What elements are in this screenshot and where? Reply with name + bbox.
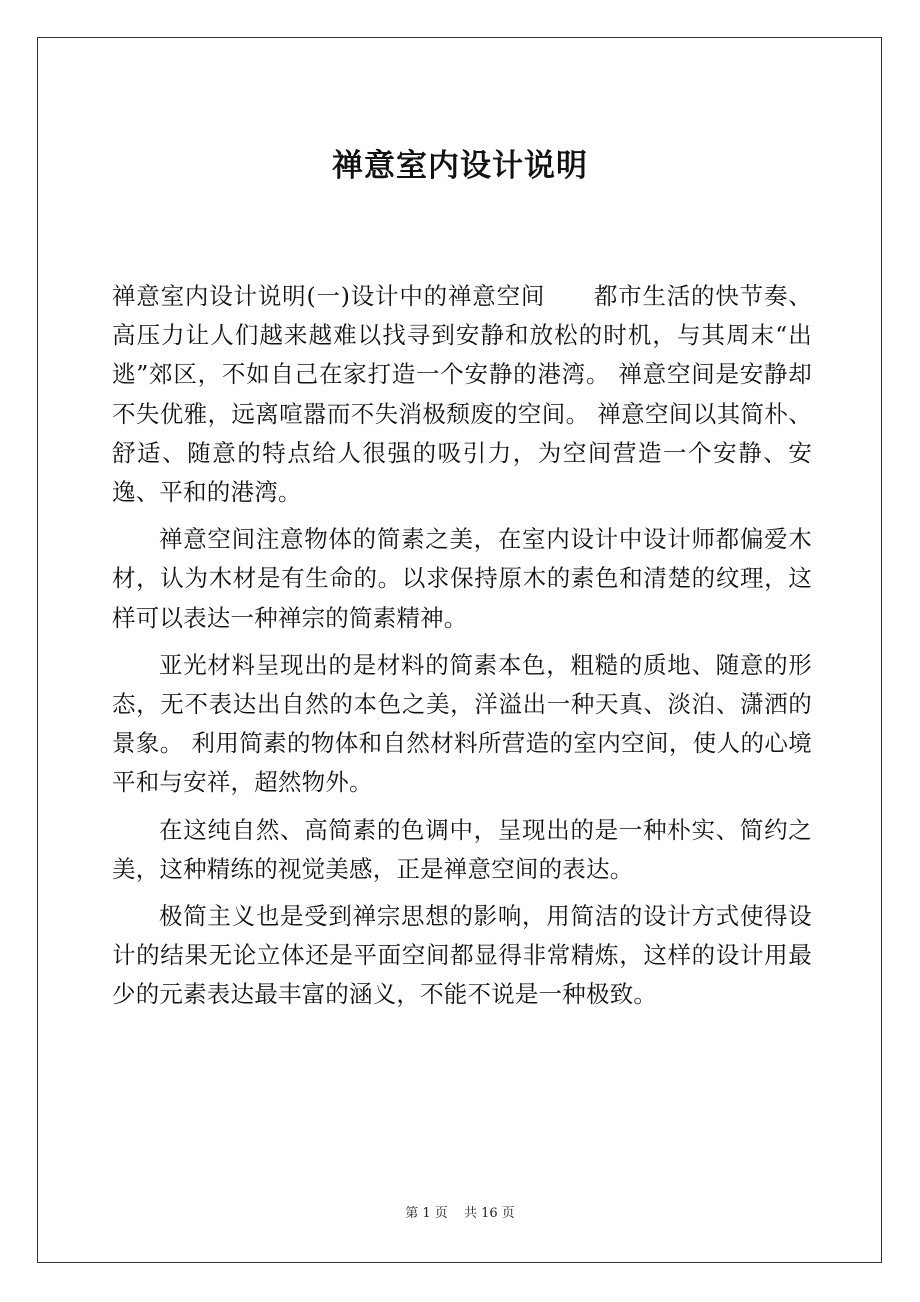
paragraph: 亚光材料呈现出的是材料的简素本色，粗糙的质地、随意的形态，无不表达出自然的本色之美，洋溢出一种天真、淡泊、潇洒的景象。 利用简素的物体和自然材料所营造的室内空间，使人的心境平和与安祥，超然物外。 xyxy=(112,650,812,797)
paragraph: 禅意空间注意物体的简素之美，在室内设计中设计师都偏爱木材，认为木材是有生命的。以求保持原木的素色和清楚的纹理，这样可以表达一种禅宗的简素精神。 xyxy=(112,525,812,632)
paragraph: 在这纯自然、高简素的色调中，呈现出的是一种朴实、简约之美，这种精练的视觉美感，正是禅意空间的表达。 xyxy=(112,815,812,883)
document-title: 禅意室内设计说明 xyxy=(332,148,588,184)
page-total: 共 16 页 xyxy=(463,1206,515,1221)
page-footer xyxy=(0,1205,920,1223)
paragraph: 极简主义也是受到禅宗思想的影响，用简洁的设计方式使得设计的结果无论立体还是平面空间都显得非常精炼，这样的设计用最少的元素表达最丰富的涵义，不能不说是一种极致。 xyxy=(112,902,812,1009)
paragraph-intro: 禅意室内设计说明(一)设计中的禅意空间 都市生活的快节奏、高压力让人们越来越难以找寻到安静和放松的时机，与其周末“出逃”郊区，不如自己在家打造一个安静的港湾。 禅意空间是安静却不失优雅，远离喧嚣而不失消极颓废的空间。 禅意空间以其简朴、舒适、随意的特点给人很强的吸引力，为空间营造一个安静、安逸、平和的港湾。 xyxy=(112,282,812,507)
document-body xyxy=(112,277,812,1015)
page-number: 第 1 页 xyxy=(405,1206,448,1221)
